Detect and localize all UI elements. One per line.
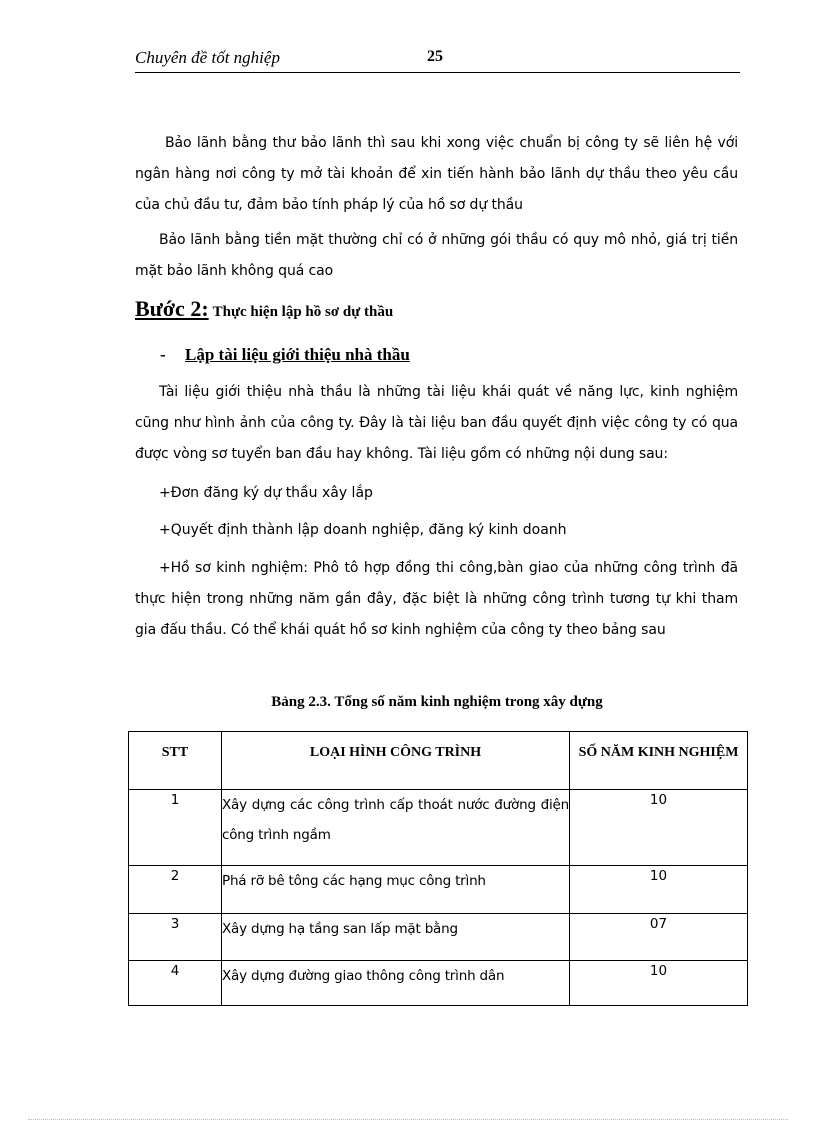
table-row — [129, 866, 748, 914]
experience-table — [128, 731, 748, 1006]
page-number: 25 — [427, 48, 443, 65]
paragraph-guarantee-letter: Bảo lãnh bằng thư bảo lãnh thì sau khi xong việc chuẩn bị công ty sẽ liên hệ với ngân hàng nơi công ty mở tài khoản để xin tiến hành bảo lãnh dự thầu theo yêu cầu của chủ đầu tư, đảm bảo tính pháp lý của hồ sơ dự thầu — [135, 135, 738, 213]
list-item: +Đơn đăng ký dự thầu xây lắp — [159, 485, 373, 501]
cell-stt: 4 — [129, 961, 222, 1006]
document-title: Chuyên đề tốt nghiệp — [135, 48, 280, 67]
cell-stt: 1 — [129, 790, 222, 866]
cell-name: Xây dựng đường giao thông công trình dân — [222, 961, 570, 1006]
header-type: LOẠI HÌNH CÔNG TRÌNH — [222, 732, 570, 790]
subheading — [160, 345, 410, 365]
subheading-dash: - — [160, 345, 166, 364]
header-stt: STT — [129, 732, 222, 790]
cell-years: 10 — [570, 866, 748, 914]
cell-stt: 2 — [129, 866, 222, 914]
table-row — [129, 914, 748, 961]
paragraph-contractor-intro: Tài liệu giới thiệu nhà thầu là những tài liệu khái quát về năng lực, kinh nghiệm cũng như hình ảnh của công ty. Đây là tài liệu ban đầu quyết định việc công ty có qua được vòng sơ tuyển ban đầu hay không. Tài liệu gồm có những nội dung sau: — [135, 384, 738, 462]
page-header — [135, 48, 740, 73]
list-item: +Quyết định thành lập doanh nghiệp, đăng ký kinh doanh — [159, 522, 567, 538]
table-header-row — [129, 732, 748, 790]
cell-years: 07 — [570, 914, 748, 961]
step-description: Thực hiện lập hồ sơ dự thầu — [212, 304, 394, 320]
paragraph-cash-guarantee: Bảo lãnh bằng tiền mặt thường chỉ có ở những gói thầu có quy mô nhỏ, giá trị tiền mặt bảo lãnh không quá cao — [135, 232, 738, 279]
step-heading — [135, 296, 393, 322]
cell-name: Xây dựng các công trình cấp thoát nước đường điện công trình ngầm — [222, 790, 570, 866]
cell-years: 10 — [570, 961, 748, 1006]
cell-name: Phá rỡ bê tông các hạng mục công trình — [222, 866, 570, 914]
table-row — [129, 961, 748, 1006]
cell-stt: 3 — [129, 914, 222, 961]
subheading-title: Lập tài liệu giới thiệu nhà thầu — [185, 345, 410, 364]
table-caption: Bảng 2.3. Tổng số năm kinh nghiệm trong xây dựng — [271, 694, 603, 710]
header-years: SỐ NĂM KINH NGHIỆM — [570, 732, 748, 790]
cell-years: 10 — [570, 790, 748, 866]
step-label: Bước 2: — [135, 296, 209, 321]
page-bottom-divider — [28, 1119, 788, 1120]
table-row — [129, 790, 748, 866]
cell-name: Xây dựng hạ tầng san lấp mặt bằng — [222, 914, 570, 961]
paragraph-experience: +Hồ sơ kinh nghiệm: Phô tô hợp đồng thi công,bàn giao của những công trình đã thực hiện trong những năm gần đây, đặc biệt là những công trình tương tự khi tham gia đấu thầu. Có thể khái quát hồ sơ kinh nghiệm của công ty theo bảng sau — [135, 560, 738, 638]
